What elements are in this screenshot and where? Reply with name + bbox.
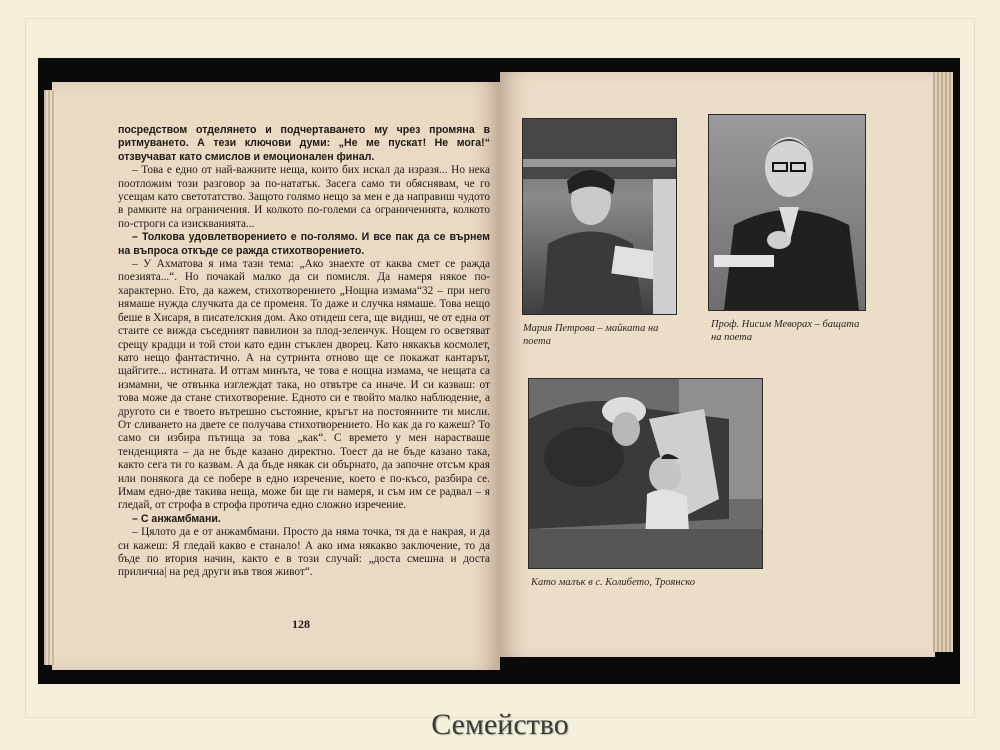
photo-father bbox=[708, 114, 866, 311]
caption-father: Проф. Нисим Меворах – бащата на поета bbox=[711, 319, 860, 343]
page-edge-right bbox=[933, 72, 953, 652]
caption-mother: Мария Петрова – майката на поета bbox=[523, 323, 659, 347]
page-number: 128 bbox=[292, 617, 310, 631]
photo-childhood bbox=[528, 378, 763, 569]
slide-title: Семейство bbox=[431, 708, 569, 741]
paragraph: посредством отделянето и подчертаването му чрез промяна в ритмуването. А тези ключови думи: „Не ме пускат! Не мога!“ отзвучават като смислов и емоционален финал. bbox=[118, 124, 490, 163]
paragraph: – Цялото да е от анжамбмани. Просто да няма точка, тя да е накрая, и да си кажеш: Я гледай какво е станало! А ако има някакво заключение, то да бъде по втория начин, както е в този случай: „доста смешна и доста прилична| на ред други във твоя живот“. bbox=[118, 526, 490, 579]
paragraph: – Това е едно от най-важните неща, които бих искал да изразя... Но нека поотложим този разговор за по-нататък. Засега само ти обяснявам, че го усещам като светотатство. Защото голямо нещо за мен е да направиш чудото в рамките на ограничения. И колкото по-големи са ограниченията, колкото по-строги са изискванията... bbox=[118, 164, 490, 230]
page-edge-left bbox=[44, 90, 54, 665]
left-page-text bbox=[118, 124, 490, 580]
paragraph: – Толкова удовлетворението е по-голямо. И все пак да се върнем на въпроса откъде се ражда стихотворението. bbox=[118, 231, 490, 257]
photo-childhood-image bbox=[529, 379, 762, 568]
paragraph: – У Ахматова я има тази тема: „Ако знаехте от каква смет се ражда поезията...“. Но почакай малко да си помисля. Да намеря някое по-характерно. Ето, да кажем, стихотворението „Нощна измама“32 – при него нямаше нужда случката да се променя. То даже и случка нямаше. Това нещо беше в Хисаря, в писателския дом. Ако отидеш сега, ще видиш, че от една от стаите се вижда съседният павилион за плод-зеленчук. Нощем го осветяват срещу крадци и той стои като един стъклен дворец. Като някакъв космолет, като нещо фантастично. А на сутринта отново ще се покажат кантарът, щайгите... истината. И оттам минъта, че това е нощна измама, че нещата са измамни, че отвънка изглеждат така, но отвътре са иначе. И си казваш: от това може да стане стихотворение. Едното си е твойто малко наблюдение, а другото си е твоето вътрешно състояние, кръгът на постоянните ти мисли. От сливането на двете се получава стихотворението. Но как да го кажеш? То само си избира пътища за това „как“. С времето у мен нарастваше тенденцията – да не бъде казано директно. Тоест да не бъде казано така, както сега ти го казвам. А да бъде някак си обърнато, да започне отсъм края или понякога да се побере в едно изречение, което е по-късо, разбира се. Имам едно-две такива неща, може би ще ги намеря, и съм им се радвал – я гледай, от строфа в строфа протича едно сложно изречение. bbox=[118, 258, 490, 512]
photo-mother-image bbox=[523, 119, 676, 314]
paragraph: – С анжамбмани. bbox=[132, 512, 221, 525]
photo-father-image bbox=[709, 115, 865, 310]
caption-childhood: Като малък в с. Колибето, Троянско bbox=[531, 577, 696, 588]
photo-mother bbox=[522, 118, 677, 315]
